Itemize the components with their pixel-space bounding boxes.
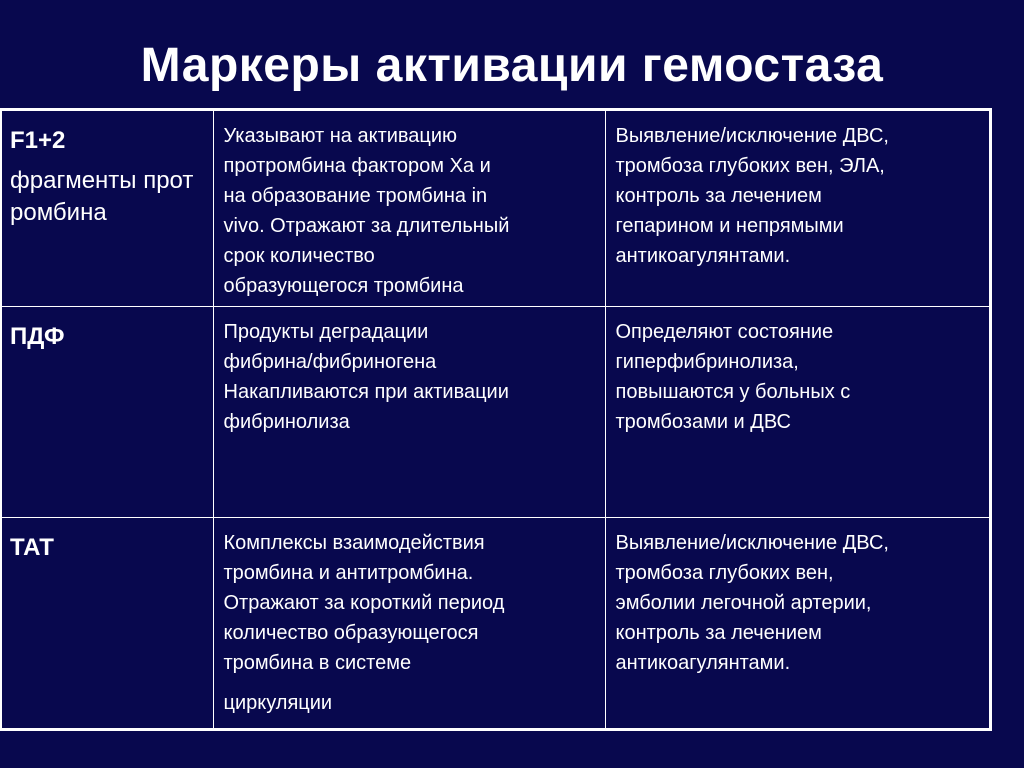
marker-name: ПДФ xyxy=(10,323,65,350)
application-line: Выявление/исключение ДВС, xyxy=(615,532,889,554)
table-row-pdf xyxy=(1,307,990,518)
description-line: фибринолиза xyxy=(223,411,350,433)
marker-subtitle: фрагменты протромбина xyxy=(10,167,194,226)
application-line: Выявление/исключение ДВС, xyxy=(615,125,889,147)
marker-name: ТАТ xyxy=(10,534,54,561)
application-line: контроль за лечением xyxy=(615,622,822,644)
marker-cell xyxy=(1,110,213,307)
application-cell xyxy=(605,518,990,730)
markers-table xyxy=(0,108,992,731)
table-row-tat xyxy=(1,518,990,730)
description-cell xyxy=(213,110,605,307)
description-line: Продукты деградации xyxy=(223,321,429,343)
marker-cell xyxy=(1,518,213,730)
application-line: тромбозами и ДВС xyxy=(615,411,791,433)
application-cell xyxy=(605,110,990,307)
description-line: vivo. Отражают за длительный xyxy=(223,215,510,237)
slide-title: Маркеры активации гемостаза xyxy=(140,39,884,92)
description-line: на образование тромбина in xyxy=(223,185,488,207)
application-cell xyxy=(605,307,990,518)
description-line: количество образующегося xyxy=(223,622,479,644)
description-cell xyxy=(213,518,605,730)
description-line: тромбина и антитромбина. xyxy=(223,562,474,584)
application-line: Определяют состояние xyxy=(615,321,834,343)
application-line: антикоагулянтами. xyxy=(615,245,791,267)
description-line: срок количество xyxy=(223,245,375,267)
description-line: образующегося тромбина xyxy=(223,275,464,297)
marker-name: F1+2 xyxy=(10,127,66,154)
description-line: Накапливаются при активации xyxy=(223,381,509,403)
application-line: повышаются у больных с xyxy=(615,381,851,403)
table-row-f12 xyxy=(1,110,990,307)
description-line: циркуляции xyxy=(223,692,333,714)
application-line: антикоагулянтами. xyxy=(615,652,791,674)
description-line: протромбина фактором Ха и xyxy=(223,155,491,177)
application-line: тромбоза глубоких вен, xyxy=(615,562,834,584)
application-line: контроль за лечением xyxy=(615,185,822,207)
description-line: Отражают за короткий период xyxy=(223,592,505,614)
application-line: гиперфибринолиза, xyxy=(615,351,799,373)
description-line: Указывают на активацию xyxy=(223,125,458,147)
application-line: гепарином и непрямыми xyxy=(615,215,844,237)
description-line: Комплексы взаимодействия xyxy=(223,532,485,554)
application-line: эмболии легочной артерии, xyxy=(615,592,872,614)
marker-cell xyxy=(1,307,213,518)
description-line: тромбина в системе xyxy=(223,652,412,674)
application-line: тромбоза глубоких вен, ЭЛА, xyxy=(615,155,885,177)
description-cell xyxy=(213,307,605,518)
description-line: фибрина/фибриногена xyxy=(223,351,437,373)
